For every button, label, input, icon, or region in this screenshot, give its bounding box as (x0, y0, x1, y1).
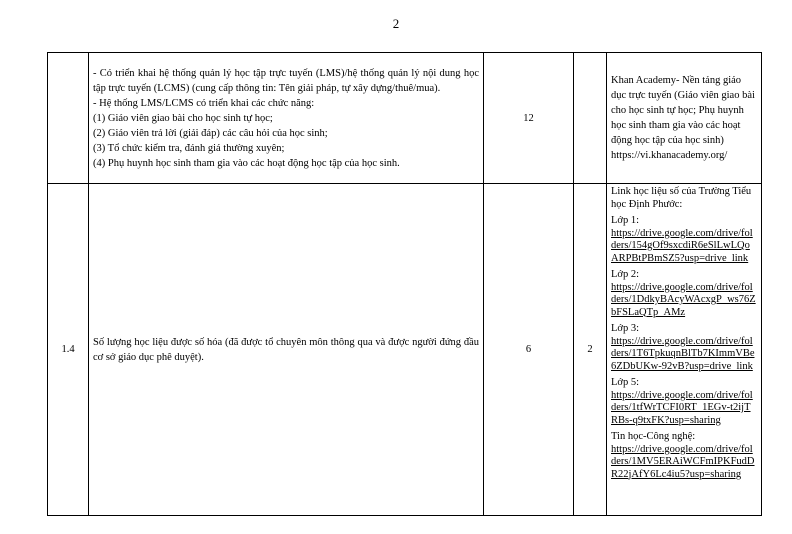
row1-evidence-text: Khan Academy- Nền tảng giáo dục trực tuyến (Giáo viên giao bài cho học sinh tự học; Phụ huynh học sinh tham gia vào các hoạt động học tập của học sinh) (611, 75, 755, 146)
row1-description-line: (1) Giáo viên giao bài cho học sinh tự học; (93, 113, 273, 124)
drive-link-grade-3[interactable]: https://drive.google.com/drive/folders/1T6TpkuqnBlTb7KImmVBe6ZDbUKw-92vB?usp=drive_link (611, 335, 755, 372)
row2-index-cell: 1.4 (48, 184, 89, 516)
row1-self-score-cell (574, 53, 607, 184)
link-group (611, 269, 757, 319)
drive-link-grade-1[interactable]: https://drive.google.com/drive/folders/154gOf9sxcdiR6eSlLwLQoARPBtPBmSZ5?usp=drive_link (611, 227, 753, 264)
evidence-intro: Link học liệu số của Trường Tiểu học Định Phước: (611, 186, 752, 210)
link-group (611, 377, 757, 427)
link-group (611, 323, 757, 373)
table-row (48, 184, 762, 516)
drive-link-grade-5[interactable]: https://drive.google.com/drive/folders/1tfWrTCFI0RT_1EGv-t2ijTRBs-q9txFK?usp=sharing (611, 389, 753, 426)
row1-description-cell (89, 53, 484, 184)
criteria-table (47, 52, 762, 516)
link-label: Lớp 1: (611, 215, 640, 226)
link-label: Lớp 5: (611, 377, 640, 388)
drive-link-technology[interactable]: https://drive.google.com/drive/folders/1MV5ERAiWCFmIPKFudDR22jAfY6Lc4iu5?usp=sharing (611, 443, 755, 480)
row2-description-cell: Số lượng học liệu được số hóa (đã được tổ chuyên môn thông qua và được người đứng đầu cơ sở giáo dục phê duyệt). (89, 184, 484, 516)
link-label: Lớp 3: (611, 323, 640, 334)
row2-score-cell: 6 (484, 184, 574, 516)
link-group (611, 431, 757, 481)
khan-academy-link[interactable]: https://vi.khanacademy.org/ (611, 150, 728, 161)
row1-score-cell: 12 (484, 53, 574, 184)
table-row (48, 53, 762, 184)
drive-link-grade-2[interactable]: https://drive.google.com/drive/folders/1DdkyBAcyWAcxgP_ws76ZbFSLaQTp_AMz (611, 281, 756, 318)
page-number: 2 (392, 16, 400, 31)
row1-description-line: (4) Phụ huynh học sinh tham gia vào các hoạt động học tập của học sinh. (93, 158, 400, 169)
link-label: Tin học-Công nghệ: (611, 431, 696, 442)
row1-description-line: - Hệ thống LMS/LCMS có triển khai các chức năng: (93, 98, 315, 109)
row2-self-score-cell: 2 (574, 184, 607, 516)
link-label: Lớp 2: (611, 269, 640, 280)
link-group (611, 215, 757, 265)
row2-evidence-cell (607, 184, 762, 516)
row1-index-cell (48, 53, 89, 184)
row1-evidence-cell (607, 53, 762, 184)
row1-description-line: (2) Giáo viên trả lời (giải đáp) các câu hỏi của học sinh; (93, 128, 328, 139)
row1-description-line: - Có triển khai hệ thống quản lý học tập trực tuyến (LMS)/hệ thống quản lý nội dung học tập trực tuyến (LCMS) (cung cấp thông tin: Tên giải pháp, tự xây dựng/thuê/mua). (93, 68, 479, 94)
row1-description-line: (3) Tổ chức kiểm tra, đánh giá thường xuyên; (93, 143, 285, 154)
